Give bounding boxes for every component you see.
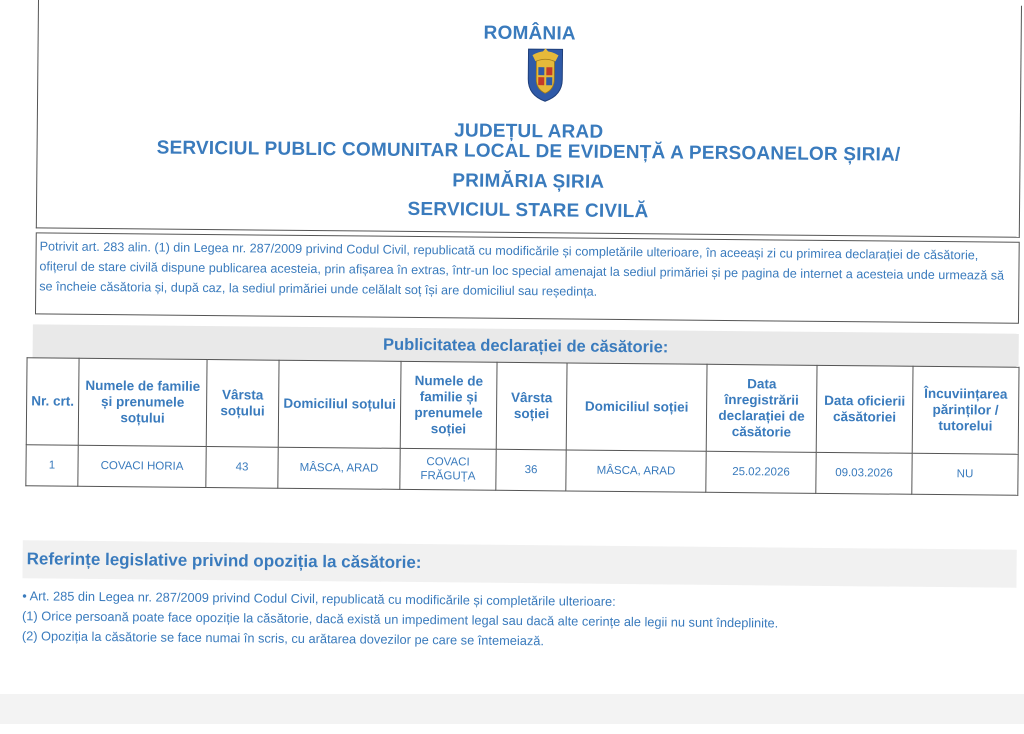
publication-table bbox=[25, 357, 1019, 496]
col-wife-address: Domiciliul soției bbox=[566, 363, 707, 451]
table-row bbox=[26, 445, 1018, 496]
country-title: ROMÂNIA bbox=[483, 22, 576, 45]
reference-line: • Art. 285 din Legea nr. 287/2009 privind Codul Civil, republicată cu modificările și completările ulterioare: bbox=[22, 588, 616, 609]
reference-line: (2) Opoziția la căsătorie se face numai în scris, cu arătarea dovezilor pe care se întemeiază. bbox=[21, 628, 545, 649]
col-wife-name: Numele de familie și prenumele soției bbox=[400, 361, 497, 449]
col-parental-consent: Încuviințarea părinților / tutorelui bbox=[912, 366, 1019, 454]
col-husband-age: Vârsta soțului bbox=[206, 360, 279, 448]
service-title: SERVICIUL PUBLIC COMUNITAR LOCAL DE EVIDENȚĂ A PERSOANELOR ȘIRIA/ bbox=[156, 137, 901, 166]
col-registration-date: Data înregistrării declarației de căsătorie bbox=[706, 364, 817, 452]
col-nr-crt: Nr. crt. bbox=[26, 358, 79, 445]
cell-wife-address: MÂSCA, ARAD bbox=[566, 450, 706, 492]
col-ceremony-date: Data oficierii căsătoriei bbox=[816, 365, 913, 453]
stare-civila-title: SERVICIUL STARE CIVILĂ bbox=[407, 198, 649, 223]
table-header-row bbox=[26, 358, 1019, 455]
romania-coat-of-arms-icon bbox=[524, 45, 567, 103]
cell-registration-date: 25.02.2026 bbox=[706, 451, 816, 493]
cell-nr-crt: 1 bbox=[26, 445, 78, 486]
reference-line: (1) Orice persoană poate face opoziție la căsătorie, dacă există un impediment legal sau dacă alte cerințe ale legii nu sunt îndeplinite. bbox=[22, 608, 779, 631]
cell-parental-consent: NU bbox=[912, 453, 1018, 495]
header-box bbox=[36, 0, 1022, 238]
col-wife-age: Vârsta soției bbox=[496, 362, 567, 450]
primaria-title: PRIMĂRIA ȘIRIA bbox=[452, 170, 605, 193]
cell-wife-age: 36 bbox=[496, 449, 566, 491]
cell-ceremony-date: 09.03.2026 bbox=[816, 452, 912, 494]
references-list bbox=[22, 586, 1013, 656]
county-title: JUDEȚUL ARAD bbox=[454, 120, 604, 143]
legal-notice: Potrivit art. 283 alin. (1) din Legea nr. 287/2009 privind Codul Civil, republicată cu modificările și completările ulterioare, în aceeași zi cu primirea declarației de căsătorie, ofițerul de stare civilă dispune publicarea acesteia, prin afișarea în extras, într-un loc special amenajat la sediul primăriei și pe pagina de internet a acesteia unde urmează să se încheie căsătoria și, după caz, la sediul primăriei unde celălalt soț își are domiciliul sau reședința. bbox=[35, 232, 1020, 323]
cell-husband-address: MÂSCA, ARAD bbox=[278, 447, 400, 489]
scan-bottom-band bbox=[0, 694, 1024, 724]
col-husband-address: Domiciliul soțului bbox=[278, 360, 401, 448]
col-husband-name: Numele de familie și prenumele soțului bbox=[78, 358, 207, 446]
section-title: Publicitatea declarației de căsătorie: bbox=[33, 324, 1019, 367]
references-title: Referințe legislative privind opoziția la căsătorie: bbox=[22, 540, 1016, 588]
cell-husband-age: 43 bbox=[206, 447, 278, 489]
cell-husband-name: COVACI HORIA bbox=[78, 445, 206, 487]
cell-wife-name: COVACI FRĂGUȚA bbox=[400, 448, 496, 490]
